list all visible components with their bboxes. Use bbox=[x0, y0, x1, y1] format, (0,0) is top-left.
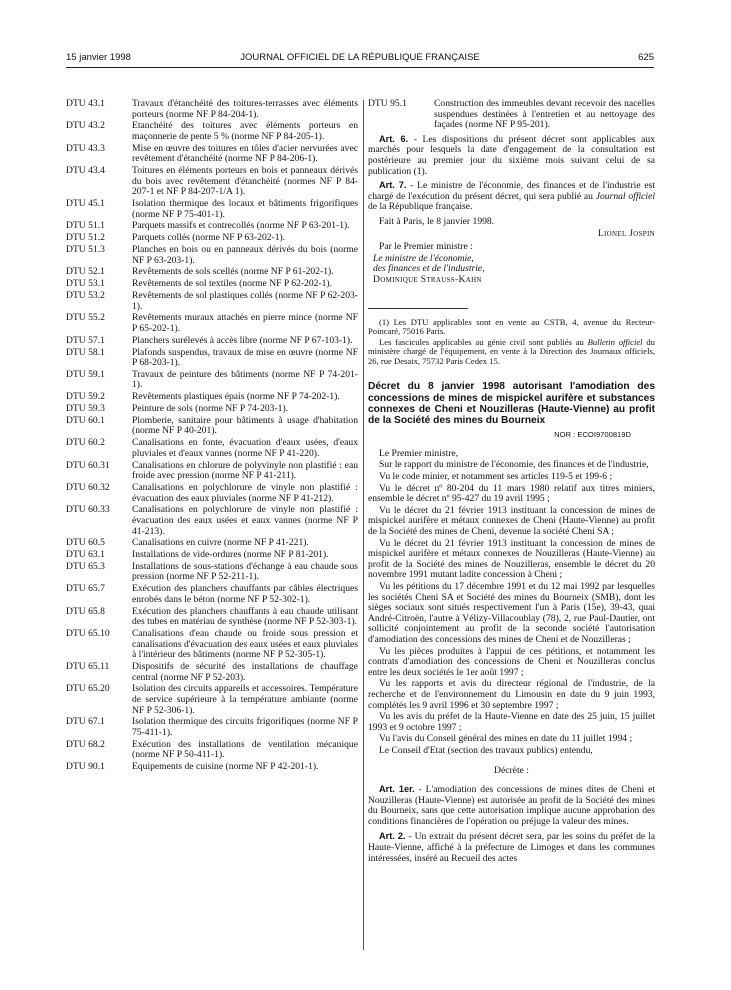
dtu-row bbox=[66, 279, 358, 290]
header-title: JOURNAL OFFICIEL DE LA RÉPUBLIQUE FRANÇAISE bbox=[240, 52, 480, 63]
dtu-text: Canalisations en polychlorure de vinyle non plastifié : évacuation des eaux usées et eaux vannes (norme NF P 41-213). bbox=[132, 504, 358, 537]
dtu-code: DTU 43.4 bbox=[66, 165, 105, 177]
dtu-text: Exécution des planchers chauffants par câbles électriques enrobés dans le béton (norme NF P 52-302-1). bbox=[132, 583, 358, 605]
footnote-2-text-b: du ministère chargé de l'équipement, en vente à la Direction des Journaux officiels, 26, rue Desaix, 75732 Paris Cedex 15. bbox=[368, 336, 655, 366]
dtu-code: DTU 95.1 bbox=[368, 98, 407, 109]
dtu-row bbox=[66, 416, 358, 437]
footnote-2-text-a: Les fascicules applicables au génie civil sont publiés au bbox=[379, 336, 588, 347]
article-6 bbox=[368, 134, 655, 177]
dtu-text: Toitures en éléments porteurs en bois et panneaux dérivés du bois avec revêtement d'étanchéité (normes NF P 84-207-1 et NF P 84-207-1/A 1). bbox=[132, 165, 358, 198]
dtu-row bbox=[66, 144, 358, 165]
dtu-row bbox=[66, 404, 358, 415]
dtu-code: DTU 60.2 bbox=[66, 437, 105, 449]
page-header bbox=[66, 52, 654, 66]
dtu-row bbox=[66, 166, 358, 198]
dtu-text: Canalisations en chlorure de polyvinyle non plastifié : eau froide avec pression (norme NF P 41-211). bbox=[132, 459, 358, 482]
article-2-label: Art. 2. bbox=[379, 831, 406, 842]
dtu-text: Mise en œuvre des toitures en tôles d'acier nervurées avec revêtement d'étanchéité (norme NF P 84-206-1). bbox=[132, 142, 358, 165]
article-6-label: Art. 6. bbox=[379, 133, 409, 144]
article-1 bbox=[368, 784, 655, 827]
decree-paragraph: Le Conseil d'Etat (section des travaux publics) entendu, bbox=[379, 744, 593, 756]
dtu-code: DTU 53.2 bbox=[66, 289, 105, 301]
dtu-code: DTU 58.1 bbox=[66, 346, 105, 358]
header-rule bbox=[66, 67, 654, 68]
dtu-text: Planches en bois ou en panneaux dérivés du bois (norme NF P 63-203-1). bbox=[132, 244, 358, 266]
footnote-1: (1) Les DTU applicables sont en vente au CSTB, 4, avenue du Recteur-Poincaré, 75016 Paris. bbox=[368, 316, 655, 337]
dtu-row bbox=[66, 740, 358, 761]
dtu-text: Revêtements plastiques épais (norme NF P 74-202-1). bbox=[132, 391, 340, 403]
article-2-text: - Un extrait du présent décret sera, par les soins du préfet de la Haute-Vienne, affiché à la préfecture de Limoges et dans les communes intéressées, inséré au Recueil des actes bbox=[368, 831, 655, 864]
dtu-code: DTU 43.2 bbox=[66, 120, 105, 132]
decree-paragraph: Vu les pétitions du 17 décembre 1991 et du 12 mai 1992 par lesquelles les sociétés Cheni SA et Société des mines du Bourneix (SMB), dont les sièges sociaux sont situés respectivement l'un à Paris (15e), 39-43, quai André-Citroën, l'autre à Vélizy-Villacoublay (78), 2, rue Paul-Dautier, ont sollicité conjointement au profit de la seconde société l'autorisation d'amodiation des concessions des mines de Cheni et de Nouzilleras ; bbox=[368, 581, 655, 645]
dtu-text: Peinture de sols (norme NF P 74-203-1). bbox=[132, 403, 289, 415]
dtu-code: DTU 65.7 bbox=[66, 583, 105, 595]
dtu-row bbox=[368, 99, 655, 131]
dtu-list-left bbox=[66, 99, 358, 774]
dtu-text: Canalisations d'eau chaude ou froide sous pression et canalisations d'évacuation des eaux usées et eaux pluviales à l'intérieur des bâtiments (norme NF P 52-305-1). bbox=[132, 627, 358, 661]
dtu-code: DTU 65.20 bbox=[66, 683, 110, 695]
dtu-code: DTU 65.3 bbox=[66, 560, 105, 572]
decree-paragraph: Vu le décret du 21 février 1913 instituant la concession de mines de mispickel aurifère et métaux connexes de Cheni (Haute-Vienne) au profit de la Société des mines de Cheni, devenue la société Cheni SA ; bbox=[368, 504, 655, 538]
dtu-row bbox=[66, 461, 358, 482]
dtu-text: Parquets collés (norme NF P 63-202-1). bbox=[132, 232, 286, 244]
dtu-code: DTU 55.2 bbox=[66, 312, 105, 324]
dtu-code: DTU 59.3 bbox=[66, 403, 105, 415]
dtu-code: DTU 51.2 bbox=[66, 232, 105, 244]
dtu-text: Etanchéité des toitures avec éléments porteurs en maçonnerie de pente 5 % (norme NF P 84-205-1). bbox=[132, 120, 358, 142]
dtu-row bbox=[66, 313, 358, 334]
dtu-text: Canalisations en cuivre (norme NF P 41-221). bbox=[132, 537, 309, 549]
article-6-text: - Les dispositions du présent décret sont applicables aux marchés pour lesquels la date d'engagement de la consultation est postérieure au premier jour du sixième mois suivant celui de sa publication (1). bbox=[368, 133, 655, 177]
article-7-journal: Journal officiel bbox=[595, 190, 655, 202]
decree-paragraph: Vu l'avis du Conseil général des mines en date du 11 juillet 1994 ; bbox=[379, 733, 633, 745]
footnote-rule bbox=[368, 308, 468, 309]
dtu-row bbox=[66, 584, 358, 605]
dtu-row bbox=[66, 99, 358, 120]
dtu-code: DTU 59.1 bbox=[66, 368, 105, 380]
dtu-text: Canalisations en fonte, évacuation d'eaux usées, d'eaux pluviales et d'eaux vannes (norme NF P 41-220). bbox=[132, 437, 358, 459]
dtu-code: DTU 51.3 bbox=[66, 244, 105, 256]
dtu-code: DTU 53.1 bbox=[66, 278, 105, 290]
dtu-code: DTU 51.1 bbox=[66, 220, 105, 232]
decree-paragraph: Sur le rapport du ministre de l'économie, des finances et de l'industrie, bbox=[379, 459, 649, 471]
column-separator bbox=[363, 100, 364, 950]
dtu-row bbox=[66, 684, 358, 716]
dtu-text: Revêtements muraux attachés en pierre mince (norme NF P 65-202-1). bbox=[132, 312, 358, 334]
dtu-row bbox=[66, 348, 358, 369]
decree-paragraph: Vu le décret nº 80-204 du 11 mars 1980 relatif aux titres miniers, ensemble le décret nº 95-427 du 19 avril 1995 ; bbox=[368, 482, 655, 505]
dtu-row bbox=[66, 291, 358, 312]
dtu-row bbox=[66, 483, 358, 504]
article-2 bbox=[368, 831, 655, 864]
dtu-code: DTU 68.2 bbox=[66, 738, 105, 750]
dtu-row bbox=[66, 562, 358, 583]
dtu-row bbox=[66, 370, 358, 391]
dtu-text: Exécution des installations de ventilation mécanique (norme NF P 50-411-1). bbox=[132, 738, 358, 761]
dtu-text: Revêtements de sols scellés (norme NF P 61-202-1). bbox=[132, 266, 334, 278]
minister-role-line-2: des finances et de l'industrie, bbox=[373, 263, 485, 275]
nor-reference: NOR : ECOI9700819D bbox=[554, 430, 631, 440]
article-1-text: - L'amodiation des concessions de mines dites de Cheni et Nouzilleras (Haute-Vienne) est autorisée au profit de la Société des mines du Bourneix, sans que cette autorisation implique aucune approbation des conditions financières de l'opération ou préjuge la valeur des mines. bbox=[368, 784, 655, 827]
dtu-code: DTU 65.8 bbox=[66, 605, 105, 617]
dtu-row bbox=[66, 538, 358, 549]
decree-paragraph: Vu les avis du préfet de la Haute-Vienne en date des 25 juin, 15 juillet 1993 et 9 octobre 1997 ; bbox=[368, 711, 655, 733]
dtu-text: Canalisations en polychlorure de vinyle non plastifié : évacuation des eaux pluviales (norme NF P 41-212). bbox=[132, 481, 358, 504]
dtu-text: Dispositifs de sécurité des installations de chauffage central (norme NF P 52-203). bbox=[132, 660, 358, 683]
dtu-code: DTU 52.1 bbox=[66, 266, 105, 278]
dtu-row bbox=[66, 717, 358, 738]
decree-paragraph: Vu les rapports et avis du directeur régional de l'industrie, de la recherche et de l'environnement du Limousin en date du 9 juin 1993, complétés les 9 avril 1996 et 30 septembre 1997 ; bbox=[368, 678, 655, 711]
dtu-code: DTU 60.31 bbox=[66, 459, 110, 471]
decree-visas bbox=[368, 449, 655, 757]
footnote-2-bulletin: Bulletin officiel bbox=[587, 336, 643, 347]
dtu-text: Isolation thermique des circuits frigorifiques (norme NF P 75-411-1). bbox=[132, 716, 358, 738]
dtu-text: Revêtements de sol textiles (norme NF P 62-202-1). bbox=[132, 278, 333, 290]
dtu-code: DTU 67.1 bbox=[66, 716, 105, 728]
dtu-row bbox=[66, 221, 358, 232]
dtu-text: Installations de vide-ordures (norme NF P 81-201). bbox=[132, 549, 329, 561]
dtu-row bbox=[66, 607, 358, 628]
right-column bbox=[368, 99, 655, 865]
article-7-text-b: de la République française. bbox=[368, 201, 473, 213]
dtu-text: Planchers surélevés à accès libre (norme NF P 67-103-1). bbox=[132, 334, 353, 346]
signature-place-date: Fait à Paris, le 8 janvier 1998. bbox=[379, 215, 495, 227]
article-1-label: Art. 1er. bbox=[379, 784, 415, 795]
dtu-code: DTU 45.1 bbox=[66, 198, 105, 210]
dtu-row bbox=[66, 267, 358, 278]
article-7-text-a: - Le ministre de l'économie, des finances et de l'industrie est chargé de l'exécution du présent décret, qui sera publié au bbox=[368, 180, 655, 202]
dtu-code: DTU 63.1 bbox=[66, 549, 105, 561]
dtu-text: Travaux d'étanchéité des toitures-terrasses avec éléments porteurs (norme NF P 84-204-1). bbox=[132, 98, 358, 120]
dtu-text: Plafonds suspendus, travaux de mise en œuvre (norme NF P 68-203-1). bbox=[132, 346, 358, 369]
decree-title: Décret du 8 janvier 1998 autorisant l'amodiation des concessions de mines de mispickel aurifère et substances connexes de Cheni et Nouzilleras (Haute-Vienne) au profit de la Société des mines du Bourneix bbox=[368, 381, 655, 427]
dtu-row bbox=[66, 505, 358, 537]
dtu-row bbox=[66, 336, 358, 347]
dtu-row bbox=[66, 233, 358, 244]
article-7 bbox=[368, 180, 655, 213]
dtu-text: Isolation thermique des locaux et bâtiments frigorifiques (norme NF P 75-401-1). bbox=[132, 198, 358, 220]
dtu-row bbox=[66, 762, 358, 773]
dtu-code: DTU 60.1 bbox=[66, 414, 105, 426]
header-date: 15 janvier 1998 bbox=[66, 52, 131, 63]
dtu-text: Installations de sous-stations d'échange à eau chaude sous pression (norme NF P 52-211-1). bbox=[132, 560, 358, 583]
dtu-row bbox=[66, 392, 358, 403]
dtu-row bbox=[66, 662, 358, 683]
dtu-row bbox=[66, 550, 358, 561]
minister-role-line-1: Le ministre de l'économie, bbox=[373, 252, 474, 264]
dtu-code: DTU 57.1 bbox=[66, 334, 105, 346]
minister-name: Dominique Strauss-Kahn bbox=[373, 273, 482, 285]
dtu-code: DTU 65.11 bbox=[66, 660, 110, 672]
header-page-number: 625 bbox=[638, 52, 654, 63]
dtu-code: DTU 43.1 bbox=[66, 98, 105, 109]
dtu-code: DTU 60.5 bbox=[66, 537, 105, 549]
dtu-text: Travaux de peinture des bâtiments (norme NF P 74-201-1). bbox=[132, 368, 358, 391]
dtu-code: DTU 65.10 bbox=[66, 627, 110, 639]
dtu-row bbox=[66, 121, 358, 142]
dtu-code: DTU 43.3 bbox=[66, 142, 105, 154]
article-7-label: Art. 7. bbox=[379, 180, 407, 191]
dtu-row bbox=[66, 245, 358, 266]
dtu-code: DTU 59.2 bbox=[66, 391, 105, 403]
dtu-text: Construction des immeubles devant recevoir des nacelles suspendues destinées à l'entretien et au nettoyage des façades (norme NF P 95-201). bbox=[434, 98, 655, 131]
dtu-text: Exécution des planchers chauffants à eau chaude utilisant des tubes en matériau de synthèse (norme NF P 52-303-1). bbox=[132, 605, 358, 628]
signatory-prime-minister: Lionel Jospin bbox=[597, 227, 655, 239]
by-prime-minister: Par le Premier ministre : bbox=[379, 241, 473, 253]
dtu-code: DTU 60.33 bbox=[66, 504, 110, 516]
dtu-text: Revêtements de sol plastiques collés (norme NF P 62-203-1). bbox=[132, 289, 358, 312]
decrete-heading: Décrète : bbox=[494, 764, 529, 776]
dtu-row bbox=[66, 438, 358, 459]
dtu-text: Parquets massifs et contrecollés (norme NF P 63-201-1). bbox=[132, 220, 350, 232]
dtu-text: Plomberie, sanitaire pour bâtiments à usage d'habitation (norme NF P 40-201). bbox=[132, 414, 358, 437]
dtu-code: DTU 90.1 bbox=[66, 761, 105, 773]
dtu-row bbox=[66, 199, 358, 220]
dtu-text: Equipements de cuisine (norme NF P 42-201-1). bbox=[132, 761, 319, 773]
dtu-text: Isolation des circuits appareils et accessoires. Température de service supérieure à la température ambiante (norme NF P 52-306-1). bbox=[132, 683, 358, 716]
footnote-2 bbox=[368, 338, 655, 367]
decree-paragraph: Vu le code minier, et notamment ses articles 119-5 et 199-6 ; bbox=[379, 471, 613, 483]
dtu-row bbox=[66, 629, 358, 661]
decree-paragraph: Le Premier ministre, bbox=[379, 447, 459, 459]
dtu-code: DTU 60.32 bbox=[66, 481, 110, 493]
decree-paragraph: Vu le décret du 21 février 1913 instituant la concession de mines de mispickel aurifère et métaux connexes de Nouzilleras (Haute-Vienne) au profit de la Société des mines de Nouzilleras, ensemble le décret du 20 novembre 1991 mutant ladite concession à Cheni ; bbox=[368, 537, 655, 581]
decree-paragraph: Vu les pièces produites à l'appui de ces pétitions, et notamment les contrats d'amodiation des concessions de Cheni et Nouzilleras conclus entre les deux sociétés le 1er août 1997 ; bbox=[368, 645, 655, 678]
